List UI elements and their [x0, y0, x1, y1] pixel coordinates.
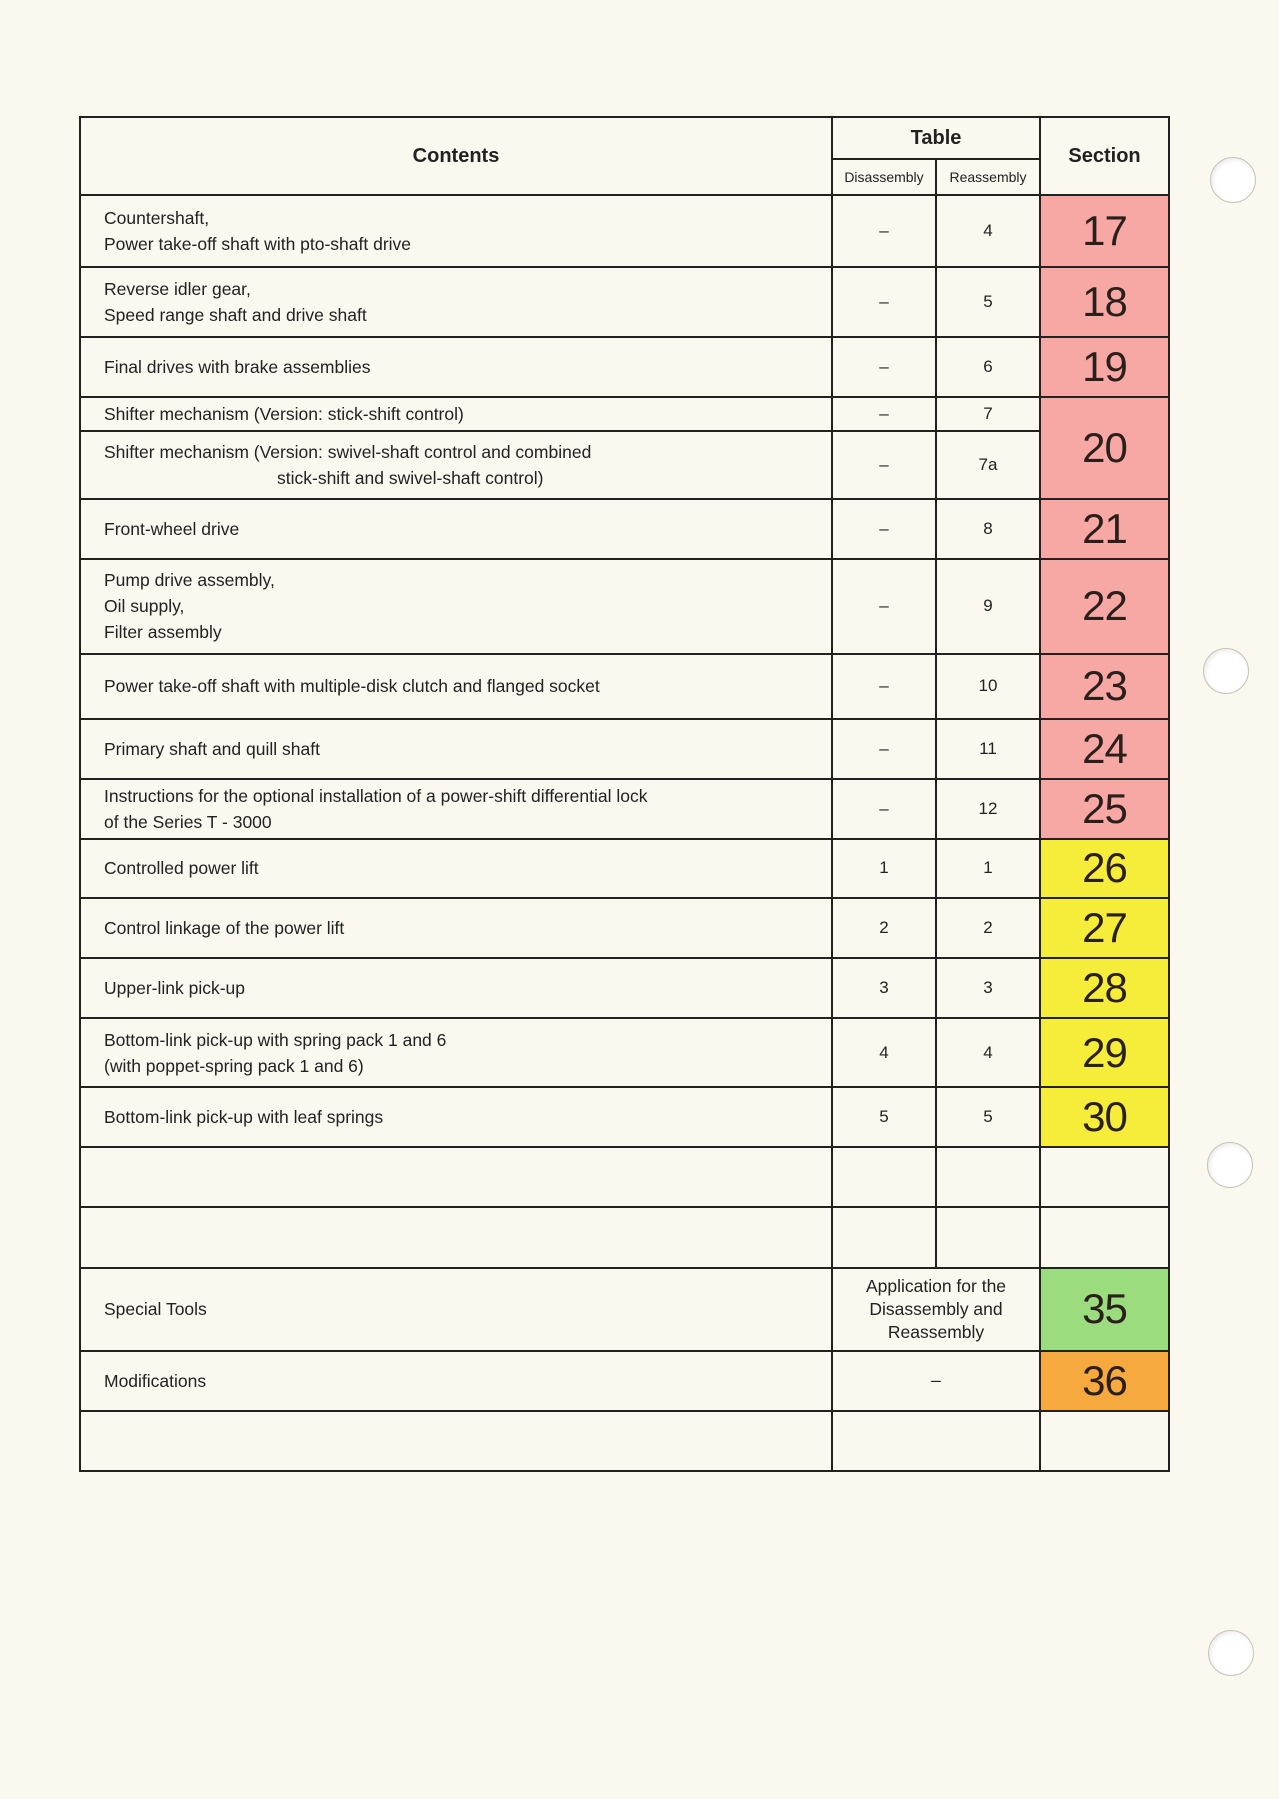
section-number: 35 [1040, 1268, 1169, 1351]
contents-cell [80, 1147, 832, 1207]
application-cell [832, 1411, 1040, 1471]
section-number: 20 [1040, 397, 1169, 498]
section-number: 27 [1040, 898, 1169, 958]
disassembly-cell: – [832, 559, 936, 654]
reassembly-cell: 3 [936, 958, 1040, 1018]
contents-line: Pump drive assembly, [104, 570, 275, 591]
contents-cell [80, 431, 832, 498]
contents-line: Primary shaft and quill shaft [104, 738, 320, 759]
section-number: 29 [1040, 1018, 1169, 1087]
contents-line: Final drives with brake assemblies [104, 357, 371, 378]
contents-line: Front-wheel drive [104, 518, 240, 539]
section-number: 30 [1040, 1087, 1169, 1147]
contents-cell [80, 267, 832, 337]
contents-cell [80, 559, 832, 654]
section-number: 21 [1040, 499, 1169, 559]
reassembly-cell: 9 [936, 559, 1040, 654]
contents-cell [80, 397, 832, 431]
contents-cell [80, 1087, 832, 1147]
table-row [80, 839, 1169, 898]
section-number [1040, 1411, 1169, 1471]
contents-line: Filter assembly [104, 622, 222, 643]
disassembly-cell: 5 [832, 1087, 936, 1147]
disassembly-cell: – [832, 397, 936, 431]
contents-cell [80, 779, 832, 839]
reassembly-cell [936, 1147, 1040, 1207]
contents-cell [80, 1018, 832, 1087]
contents-cell [80, 958, 832, 1018]
table-row [80, 719, 1169, 779]
section-number: 18 [1040, 267, 1169, 337]
reassembly-cell: 2 [936, 898, 1040, 958]
header-contents: Contents [80, 117, 832, 195]
contents-line: Countershaft, [104, 208, 210, 229]
header-section: Section [1040, 117, 1169, 195]
header-disassembly: Disassembly [832, 159, 936, 195]
contents-cell [80, 499, 832, 559]
application-cell: Application for the Disassembly and Reassembly [832, 1268, 1040, 1351]
header-table: Table [832, 117, 1040, 159]
table-row [80, 958, 1169, 1018]
reassembly-cell: 7a [936, 431, 1040, 498]
contents-line: Instructions for the optional installation of a power-shift differential lock [104, 785, 648, 806]
section-number: 22 [1040, 559, 1169, 654]
section-number [1040, 1207, 1169, 1267]
contents-cell [80, 898, 832, 958]
disassembly-cell: – [832, 779, 936, 839]
disassembly-cell: – [832, 654, 936, 719]
section-number: 36 [1040, 1351, 1169, 1411]
section-number: 26 [1040, 839, 1169, 898]
contents-line: Upper-link pick-up [104, 978, 246, 999]
table-row [80, 337, 1169, 397]
disassembly-cell: – [832, 499, 936, 559]
contents-line: (with poppet-spring pack 1 and 6) [104, 1055, 364, 1076]
contents-line: of the Series T - 3000 [104, 811, 272, 832]
table-row [80, 1087, 1169, 1147]
punch-hole [1208, 1630, 1254, 1676]
reassembly-cell: 10 [936, 654, 1040, 719]
punch-hole [1203, 648, 1249, 694]
disassembly-cell: 4 [832, 1018, 936, 1087]
contents-cell [80, 719, 832, 779]
section-number [1040, 1147, 1169, 1207]
contents-line: Controlled power lift [104, 858, 259, 879]
disassembly-cell: – [832, 337, 936, 397]
section-number: 19 [1040, 337, 1169, 397]
punch-hole [1207, 1142, 1253, 1188]
disassembly-cell: 2 [832, 898, 936, 958]
contents-cell [80, 1207, 832, 1267]
reassembly-cell: 11 [936, 719, 1040, 779]
table-row [80, 1411, 1169, 1471]
contents-line: Bottom-link pick-up with leaf springs [104, 1107, 384, 1128]
reassembly-cell: 5 [936, 267, 1040, 337]
table-row [80, 1147, 1169, 1207]
table-row [80, 559, 1169, 654]
contents-cell [80, 1411, 832, 1471]
disassembly-cell: – [832, 719, 936, 779]
contents-line: Reverse idler gear, [104, 279, 251, 300]
contents-line: Speed range shaft and drive shaft [104, 305, 367, 326]
disassembly-cell: – [832, 431, 936, 498]
punch-hole [1210, 157, 1256, 203]
contents-cell [80, 1268, 832, 1351]
table-row [80, 1268, 1169, 1351]
disassembly-cell [832, 1207, 936, 1267]
contents-line: Power take-off shaft with pto-shaft drive [104, 234, 412, 255]
disassembly-cell: 1 [832, 839, 936, 898]
contents-line: Special Tools [104, 1299, 207, 1320]
section-number: 24 [1040, 719, 1169, 779]
contents-cell [80, 195, 832, 267]
section-number: 17 [1040, 195, 1169, 267]
table-row [80, 431, 1169, 498]
contents-cell [80, 1351, 832, 1411]
table-row [80, 195, 1169, 267]
table-row [80, 654, 1169, 719]
table-row [80, 499, 1169, 559]
section-number: 23 [1040, 654, 1169, 719]
reassembly-cell: 1 [936, 839, 1040, 898]
disassembly-cell: – [832, 267, 936, 337]
contents-line: Bottom-link pick-up with spring pack 1 and 6 [104, 1029, 447, 1050]
reassembly-cell: 8 [936, 499, 1040, 559]
reassembly-cell: 4 [936, 1018, 1040, 1087]
disassembly-cell: – [832, 195, 936, 267]
disassembly-cell [832, 1147, 936, 1207]
contents-cell [80, 654, 832, 719]
table-row [80, 267, 1169, 337]
reassembly-cell [936, 1207, 1040, 1267]
table-row [80, 898, 1169, 958]
section-number: 25 [1040, 779, 1169, 839]
contents-line: Shifter mechanism (Version: stick-shift control) [104, 404, 464, 425]
reassembly-cell: 12 [936, 779, 1040, 839]
contents-table [79, 116, 1170, 1472]
header-reassembly: Reassembly [936, 159, 1040, 195]
reassembly-cell: 6 [936, 337, 1040, 397]
contents-line: stick-shift and swivel-shaft control) [277, 467, 544, 488]
contents-cell [80, 337, 832, 397]
disassembly-cell: 3 [832, 958, 936, 1018]
reassembly-cell: 7 [936, 397, 1040, 431]
contents-line: Oil supply, [104, 596, 185, 617]
contents-line: Shifter mechanism (Version: swivel-shaft control and combined [104, 441, 592, 462]
contents-cell [80, 839, 832, 898]
contents-line: Power take-off shaft with multiple-disk clutch and flanged socket [104, 676, 600, 697]
reassembly-cell: 5 [936, 1087, 1040, 1147]
reassembly-cell: 4 [936, 195, 1040, 267]
contents-line: Control linkage of the power lift [104, 918, 345, 939]
table-row [80, 1018, 1169, 1087]
application-cell: – [832, 1351, 1040, 1411]
table-row [80, 397, 1169, 431]
table-row [80, 1207, 1169, 1267]
contents-line: Modifications [104, 1370, 207, 1391]
table-row [80, 1351, 1169, 1411]
section-number: 28 [1040, 958, 1169, 1018]
table-row [80, 779, 1169, 839]
